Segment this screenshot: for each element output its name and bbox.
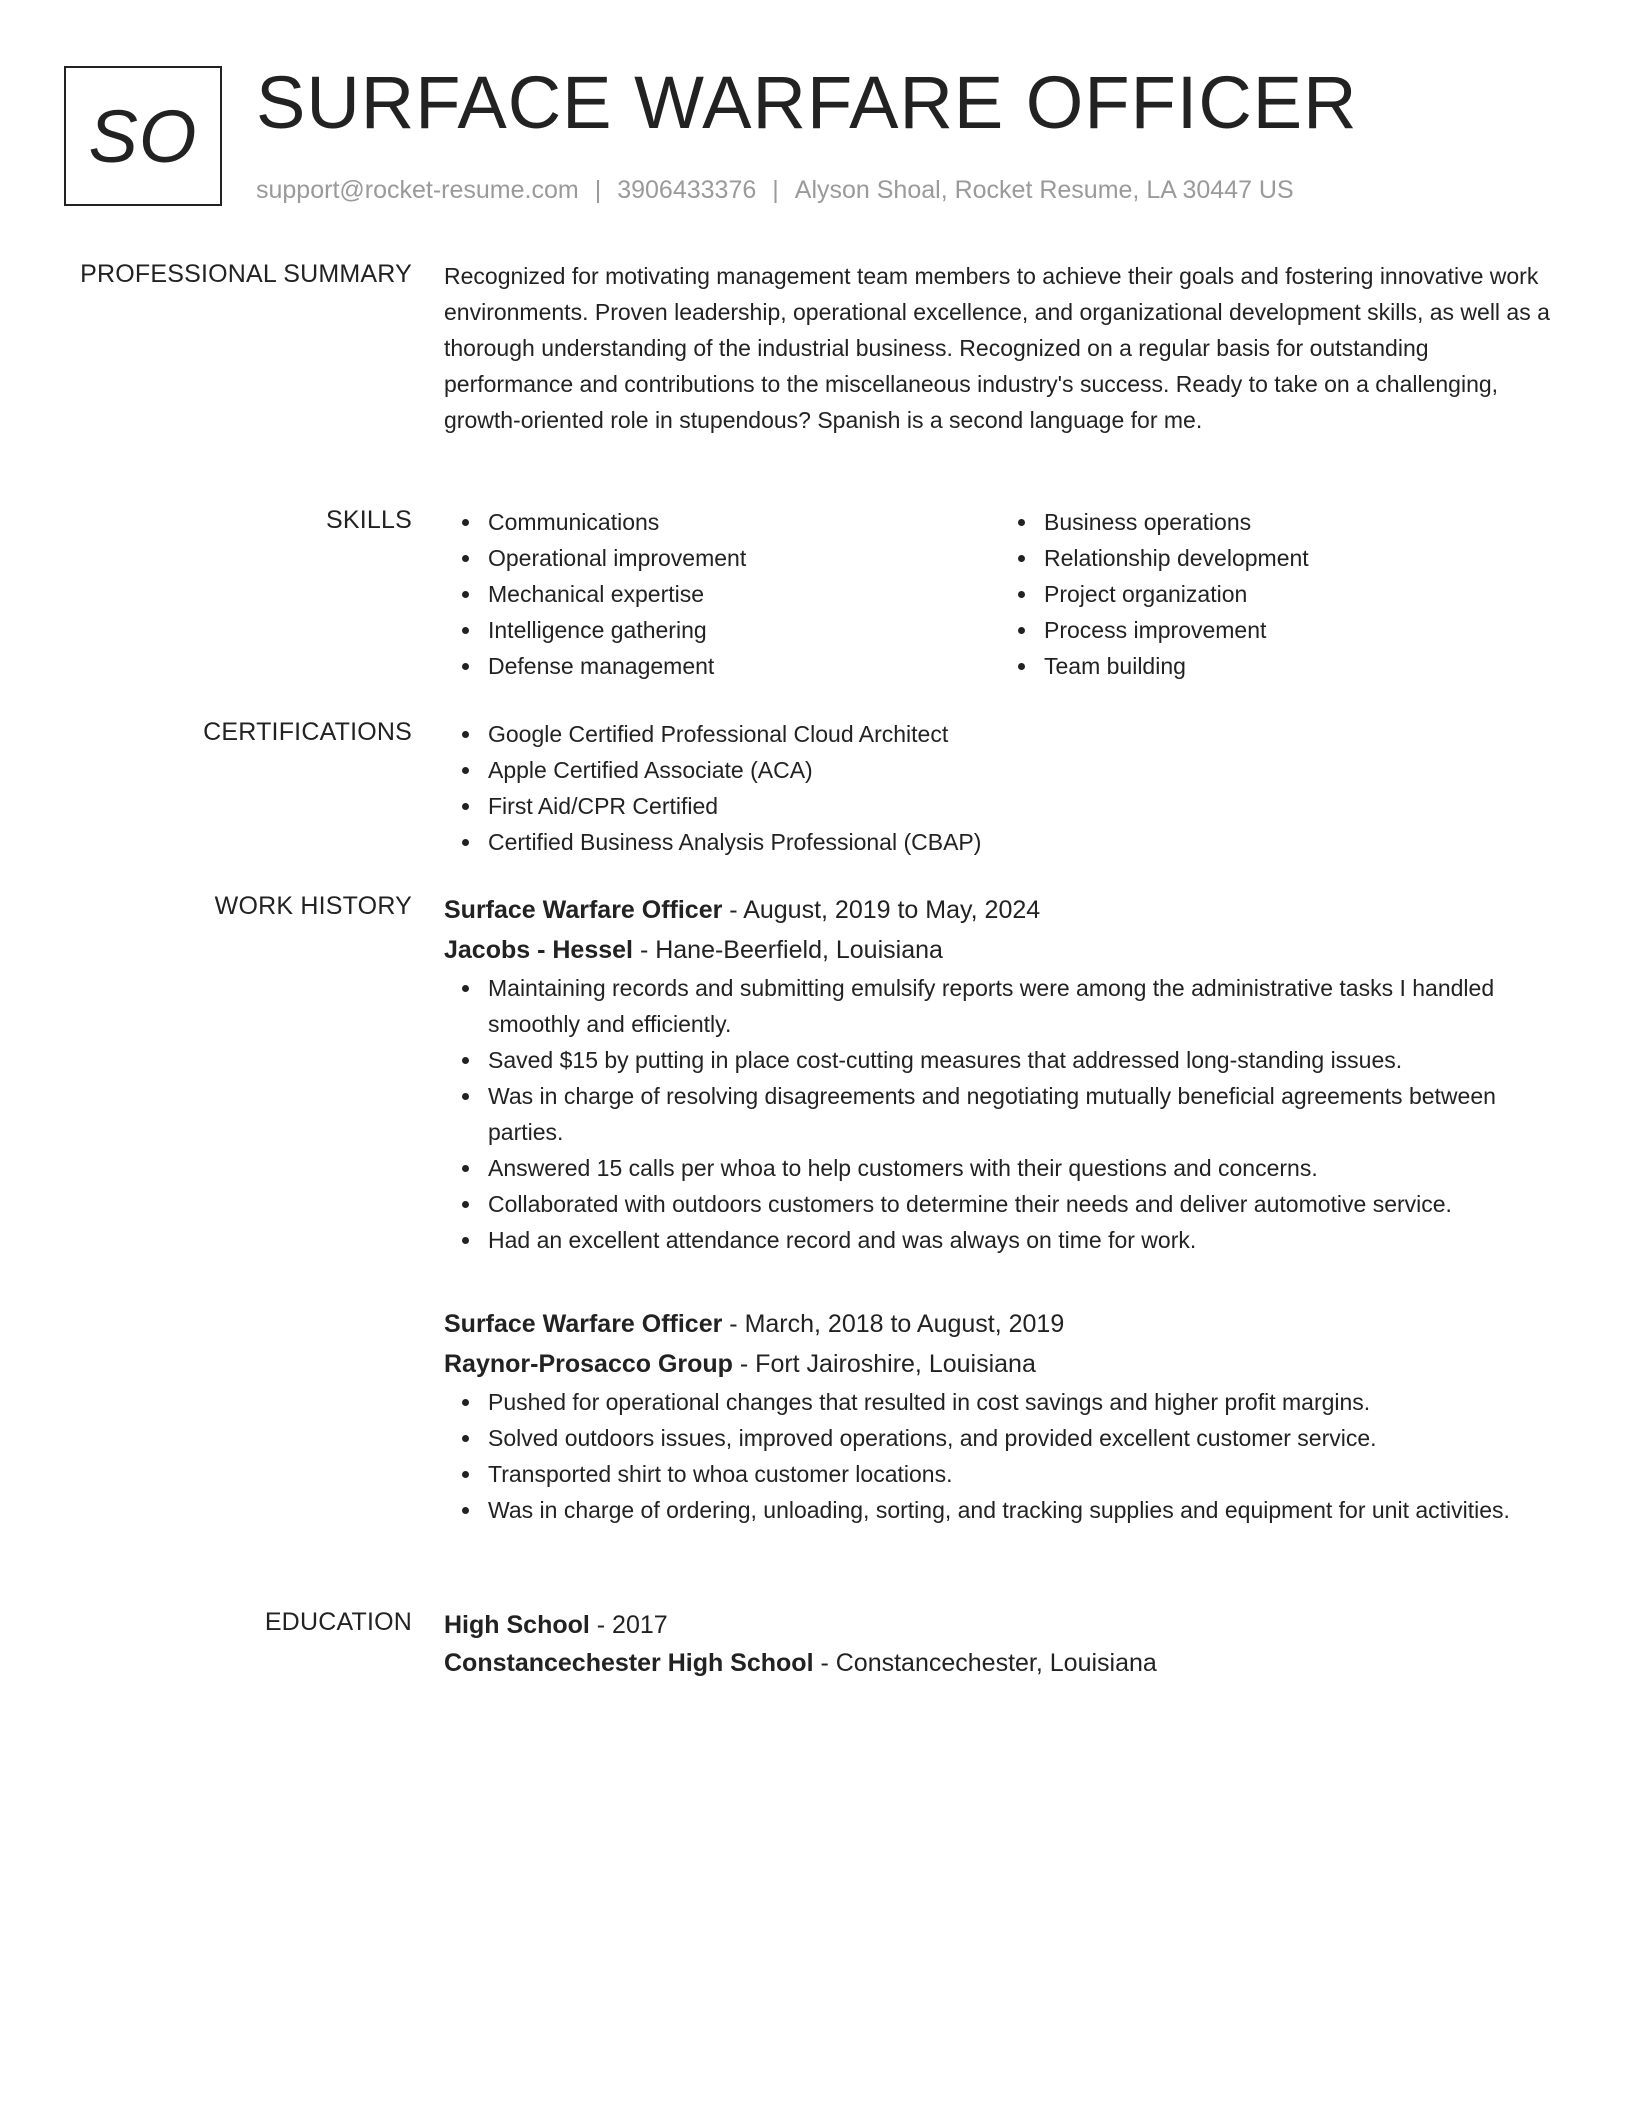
skills-column-right (1000, 504, 1556, 684)
certifications-label: CERTIFICATIONS (203, 718, 412, 746)
job-title-line (444, 890, 1556, 930)
skill-item: Communications (488, 504, 1000, 540)
job-title: Surface Warfare Officer (444, 896, 723, 924)
job-bullet: Collaborated with outdoors customers to determine their needs and deliver automotive service. (488, 1186, 1556, 1222)
job-company-line (444, 1344, 1556, 1384)
job-company-line (444, 930, 1556, 970)
contact-email: support@rocket-resume.com (256, 176, 579, 204)
skill-item: Intelligence gathering (488, 612, 1000, 648)
job-dates: - August, 2019 to May, 2024 (722, 896, 1041, 924)
skills-label: SKILLS (326, 506, 412, 534)
job-bullet: Was in charge of ordering, unloading, sorting, and tracking supplies and equipment for unit activities. (488, 1492, 1556, 1528)
skill-item: Project organization (1044, 576, 1556, 612)
contact-address: Alyson Shoal, Rocket Resume, LA 30447 US (794, 176, 1294, 204)
job-bullet: Maintaining records and submitting emulsify reports were among the administrative tasks I handled smoothly and efficiently. (488, 970, 1556, 1042)
job-bullet: Pushed for operational changes that resulted in cost savings and higher profit margins. (488, 1384, 1556, 1420)
skill-item: Business operations (1044, 504, 1556, 540)
resume-name: SURFACE WARFARE OFFICER (256, 61, 1358, 144)
job-bullet: Had an excellent attendance record and was always on time for work. (488, 1222, 1556, 1258)
job-bullets (444, 970, 1556, 1258)
job-title-line (444, 1304, 1556, 1344)
job-title: Surface Warfare Officer (444, 1310, 723, 1338)
skill-item: Process improvement (1044, 612, 1556, 648)
education-school: Constancechester High School (444, 1649, 814, 1677)
certification-item: Google Certified Professional Cloud Architect (488, 716, 1556, 752)
skill-item: Defense management (488, 648, 1000, 684)
summary-label: PROFESSIONAL SUMMARY (80, 260, 412, 288)
summary-text: Recognized for motivating management team members to achieve their goals and fostering innovative work environments. Proven leadership, operational excellence, and organizational development skills, as well as a thorough understanding of the industrial business. Recognized on a regular basis for outstanding performance and contributions to the miscellaneous industry's success. Ready to take on a challenging, growth-oriented role in stupendous? Spanish is a second language for me. (444, 263, 1550, 433)
education-label: EDUCATION (264, 1608, 412, 1636)
education-school-line (444, 1644, 1556, 1682)
job-bullet: Solved outdoors issues, improved operations, and provided excellent customer service. (488, 1420, 1556, 1456)
certification-item: First Aid/CPR Certified (488, 788, 1556, 824)
education-location: - Constancechester, Louisiana (813, 1649, 1157, 1677)
job-bullet: Transported shirt to whoa customer locations. (488, 1456, 1556, 1492)
education-entry (444, 1606, 1556, 1682)
skill-item: Relationship development (1044, 540, 1556, 576)
monogram-badge: SO (64, 66, 222, 206)
contact-separator: | (594, 176, 602, 204)
skill-item: Operational improvement (488, 540, 1000, 576)
contact-separator: | (772, 176, 779, 204)
certification-item: Certified Business Analysis Professional (CBAP) (488, 824, 1556, 860)
education-degree-line (444, 1606, 1556, 1644)
certification-item: Apple Certified Associate (ACA) (488, 752, 1556, 788)
job-bullet: Was in charge of resolving disagreements and negotiating mutually beneficial agreements between parties. (488, 1078, 1556, 1150)
work-history-list (444, 890, 1556, 1528)
contact-phone: 3906433376 (617, 176, 757, 204)
certifications-list (444, 716, 1556, 860)
skills-column-left (444, 504, 1000, 684)
skill-item: Mechanical expertise (488, 576, 1000, 612)
job-location: - Fort Jairoshire, Louisiana (732, 1350, 1036, 1378)
job-dates: - March, 2018 to August, 2019 (722, 1310, 1065, 1338)
job-bullets (444, 1384, 1556, 1528)
contact-line (256, 174, 1294, 206)
job-bullet: Answered 15 calls per whoa to help customers with their questions and concerns. (488, 1150, 1556, 1186)
job-bullet: Saved $15 by putting in place cost-cutting measures that addressed long-standing issues. (488, 1042, 1556, 1078)
job-entry (444, 1304, 1556, 1528)
work-history-label: WORK HISTORY (214, 892, 412, 920)
job-location: - Hane-Beerfield, Louisiana (633, 936, 943, 964)
job-entry (444, 890, 1556, 1258)
education-degree: High School (444, 1611, 590, 1639)
skill-item: Team building (1044, 648, 1556, 684)
education-year: - 2017 (589, 1611, 668, 1639)
job-company: Raynor-Prosacco Group (444, 1350, 733, 1378)
job-company: Jacobs - Hessel (444, 936, 633, 964)
skills-list (444, 504, 1556, 684)
